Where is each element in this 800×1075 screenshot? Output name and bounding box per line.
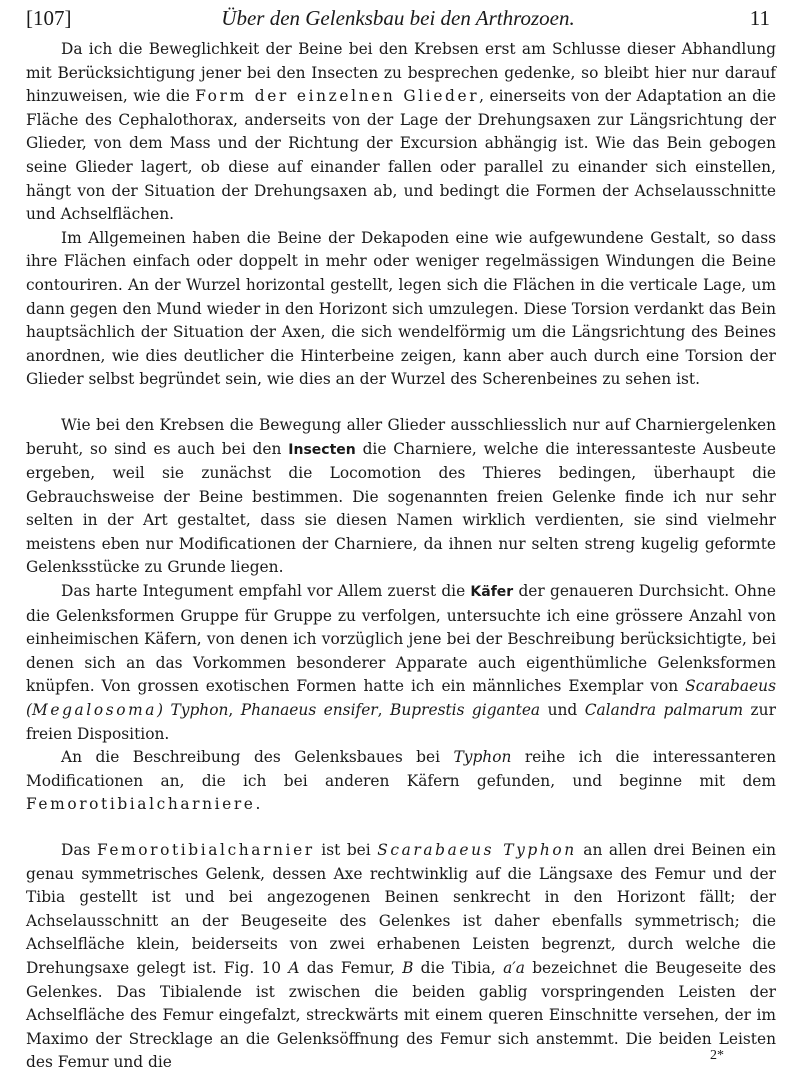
bold-term: Käfer xyxy=(470,584,514,601)
section-gap xyxy=(26,817,776,839)
signature-mark: 2* xyxy=(710,1048,724,1063)
paragraph-4: Das harte Integument empfahl vor Allem zuerst die Käfer der genaueren Durchsicht. Ohne die Gelenksformen Gruppe für Gruppe zu verfolgen, untersuchte ich eine grössere Anzahl von einheimischen Käfern, von denen ich vorzüglich jene bei der Beschreibung berücksichtigte, bei denen sich an das Vorkommen besonderer Apparate auch eigenthümliche Gelenksformen knüpfen. Von grossen exotischen Formen hatte ich ein männliches Exemplar von Scarabaeus (Megalosoma) Typhon, Phanaeus ensifer, Buprestis gigantea und Calandra palmarum zur freien Disposition. xyxy=(26,582,776,743)
species-name: Buprestis gigantea xyxy=(390,701,541,720)
species-name: Scarabaeus (Megalosoma) Typhon xyxy=(26,677,776,720)
section-gap xyxy=(26,392,776,414)
section-number: [107] xyxy=(26,6,72,30)
species-name: Typhon xyxy=(453,748,512,767)
figure-label: B xyxy=(402,958,414,977)
spaced-term: Form der einzelnen Glieder xyxy=(195,87,480,106)
bold-term: Insecten xyxy=(288,441,356,458)
spaced-term: Femorotibialcharniere xyxy=(26,795,256,814)
paragraph-5: An die Beschreibung des Gelenksbaues bei Typhon reihe ich die interessanteren Modificationen an, die ich bei anderen Käfern gefunden, und beginne mit dem Femorotibialcharniere. xyxy=(26,748,776,814)
paragraph-6: Das Femorotibialcharnier ist bei Scarabaeus Typhon an allen drei Beinen ein genau symmetrisches Gelenk, dessen Axe rechtwinklig auf die Längsaxe des Femur und der Tibia gestellt ist und bei angezogenen Beinen senkrecht in den Horizont fällt; der Achselausschnitt an der Beugeseite des Gelenkes ist daher ebenfalls symmetrisch; die Achselfläche klein, beiderseits von zwei erhabenen Leisten begrenzt, durch welche die Drehungsaxe gelegt ist. Fig. 10 A das Femur, B die Tibia, a′a bezeichnet die Beugeseite des Gelenkes. Das Tibialende ist zwischen die beiden gablig vorspringenden Leisten der Achselfläche des Femur eingefalzt, streckwärts mit einem queren Einschnitte versehen, der im Maximo der Strecklage an die Gelenksöffnung des Femur sich anstemmt. Die beiden Leisten des Femur und die xyxy=(26,841,776,1072)
species-name: Phanaeus ensifer xyxy=(240,701,378,720)
figure-label: A xyxy=(288,958,300,977)
figure-label: a′a xyxy=(503,958,525,977)
paragraph-2: Im Allgemeinen haben die Beine der Dekapoden eine wie aufgewundene Gestalt, so dass ihre Flächen einfach oder doppelt in mehr oder weniger regelmässigen Windungen die Beine contouriren. An der Wurzel horizontal gestellt, legen sich die Flächen in die verticale Lage, um dann gegen den Mund wieder in den Horizont sich umzulegen. Diese Torsion verdankt das Bein hauptsächlich der Situation der Axen, die sich wendelförmig um die Längsrichtung des Beines anordnen, wie dies deutlicher die Hinterbeine zeigen, kann aber auch durch eine Torsion der Glieder selbst begründet sein, wie dies an der Wurzel des Scherenbeines zu sehen ist. xyxy=(26,228,776,389)
body-text xyxy=(26,38,776,1075)
species-name: Calandra palmarum xyxy=(584,701,744,720)
running-header xyxy=(26,4,770,34)
paragraph-1: Da ich die Beweglichkeit der Beine bei den Krebsen erst am Schlusse dieser Abhandlung mit Berücksichtigung jener bei den Insecten zu besprechen gedenke, so bleibt hier nur darauf hinzuweisen, wie die Form der einzelnen Glieder, einerseits von der Adaptation an die Fläche des Cephalothorax, anderseits von der Lage der Drehungsaxen zur Längsrichtung der Glieder, von dem Mass und der Richtung der Excursion abhängig ist. Wie das Bein gebogen seine Glieder lagert, ob diese auf einander fallen oder parallel zu einander sich einstellen, hängt von der Situation der Drehungsaxen ab, und bedingt die Formen der Achselausschnitte und Achselflächen. xyxy=(26,40,777,224)
running-title: Über den Gelenksbau bei den Arthrozoen. xyxy=(221,6,575,30)
paragraph-3: Wie bei den Krebsen die Bewegung aller Glieder ausschliesslich nur auf Charniergelenken beruht, so sind es auch bei den Insecten die Charniere, welche die interessanteste Ausbeute ergeben, weil sie zunächst die Locomotion des Thieres bedingen, überhaupt die Gebrauchsweise der Beine bestimmen. Die sogenannten freien Gelenke finde ich nur sehr selten in der Art gestaltet, dass sie diesen Namen wirklich verdienten, sie sind vielmehr meistens eben nur Modificationen der Charniere, da ihnen nur selten streng kugelig geformte Gelenksstücke zu Grunde liegen. xyxy=(26,415,776,577)
species-name: Scarabaeus Typhon xyxy=(377,841,577,859)
page-number: 11 xyxy=(749,6,770,30)
spaced-term: Femorotibialcharnier xyxy=(96,841,315,859)
